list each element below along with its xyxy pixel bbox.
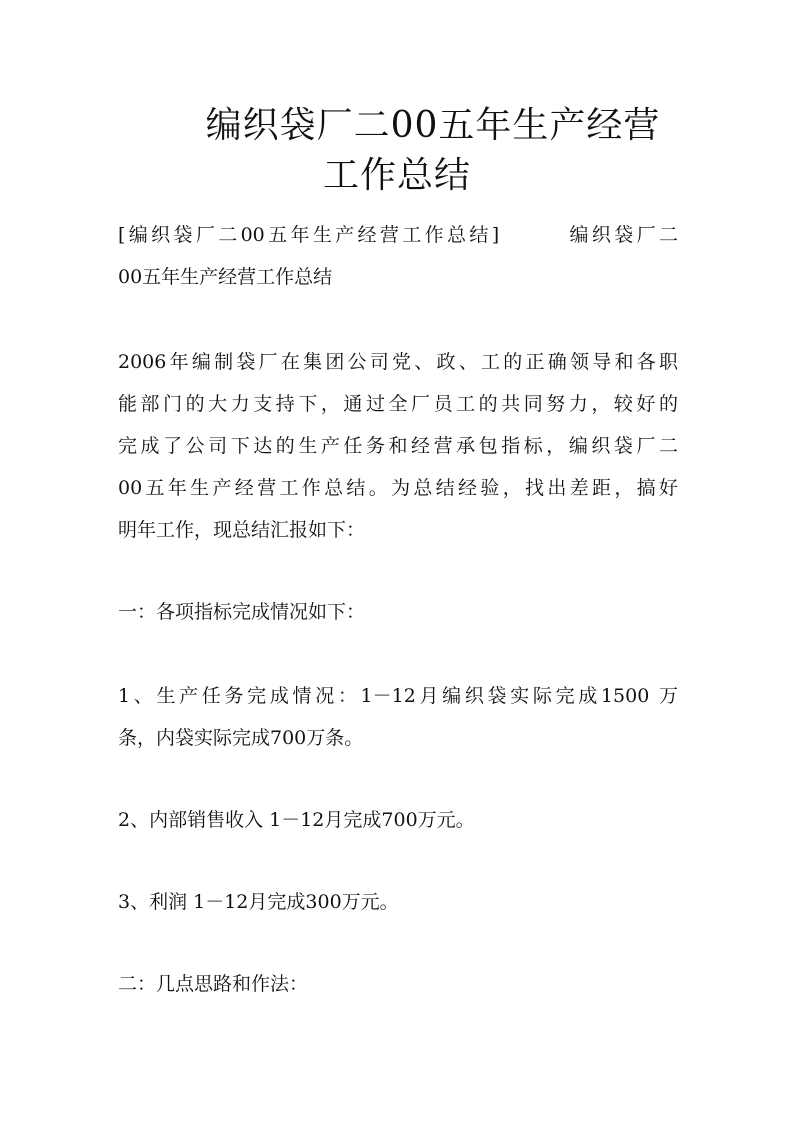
document-title-line-2: 工作总结 (322, 155, 471, 196)
intro-paragraph-line: 完成了公司下达的生产任务和经营承包指标，编织袋厂二 (118, 435, 678, 457)
intro-paragraph-line: 00五年生产经营工作总结。为总结经验，找出差距，搞好 (118, 477, 678, 499)
section-1-heading: 一：各项指标完成情况如下： (118, 601, 366, 623)
section-2-heading: 二：几点思路和作法： (118, 973, 309, 995)
item-1-line-1: 1、生产任务完成情况：1－12月编织袋实际完成1500 万 (118, 685, 678, 707)
item-1-line-2: 条，内袋实际完成700万条。 (118, 727, 364, 749)
item-2: 2、内部销售收入 1－12月完成700万元。 (118, 809, 475, 831)
intro-paragraph-line: 明年工作，现总结汇报如下： (118, 519, 366, 541)
item-3: 3、利润 1－12月完成300万元。 (118, 891, 399, 913)
intro-paragraph-line: 2006年编制袋厂在集团公司党、政、工的正确领导和各职 (118, 351, 678, 373)
subtitle-line-1: [编织袋厂二00五年生产经营工作总结] 编织袋厂二 (118, 224, 678, 246)
document-title-line-1: 编织袋厂二00五年生产经营 (205, 105, 661, 146)
subtitle-line-2: 00五年生产经营工作总结 (118, 266, 333, 288)
intro-paragraph-line: 能部门的大力支持下，通过全厂员工的共同努力，较好的 (118, 393, 678, 415)
